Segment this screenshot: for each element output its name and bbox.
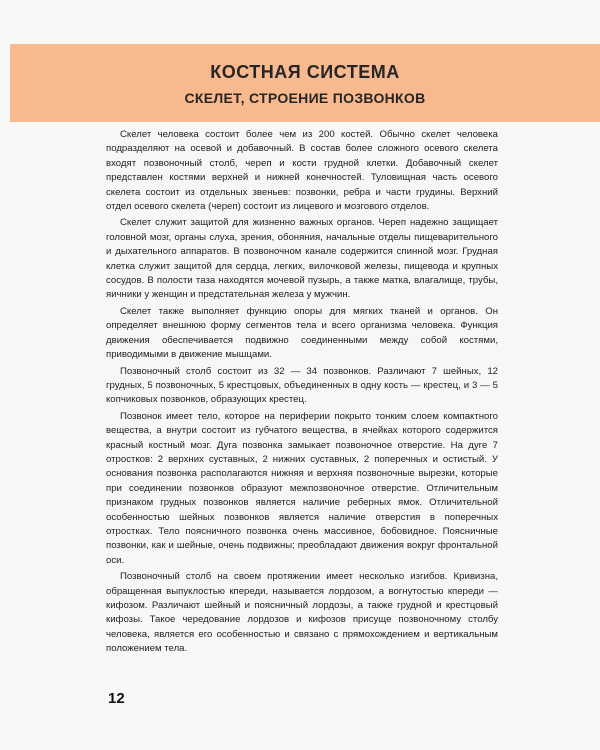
chapter-header (10, 44, 600, 122)
paragraph: Скелет человека состоит более чем из 200 костей. Обычно скелет человека подразделяют на осевой и добавочный. В состав более сложного осевого скелета входят позвоночный столб, череп и кости грудной клетки. Добавочный скелет представлен костями верхней и нижней конечностей. Туловищная часть осевого скелета состоит из отдельных звеньев: позвонки, ребра и части грудины. Верхний отдел осевого скелета (череп) состоит из лицевого и мозгового отделов. (106, 129, 498, 213)
chapter-subtitle: СКЕЛЕТ, СТРОЕНИЕ ПОЗВОНКОВ (184, 90, 426, 106)
paragraph: Скелет служит защитой для жизненно важных органов. Череп надежно защищает головной мозг, органы слуха, зрения, обоняния, начальные отделы пищеварительного и дыхательного аппаратов. В позвоночном канале содержится спинной мозг. Грудная клетка служит защитой для сердца, легких, вилочковой железы, пищевода и крупных сосудов. В полости таза находятся мочевой пузырь, а также матка, влагалище, трубы, яичники у женщин и предстательная железа у мужчин. (106, 217, 498, 301)
paragraph: Скелет также выполняет функцию опоры для мягких тканей и органов. Он определяет внешнюю форму сегментов тела и всего организма человека. Функция движения обеспечивается подвижно соединенными между собой костями, приводимыми в движение мышцами. (106, 305, 498, 361)
paragraph: Позвоночный столб состоит из 32 — 34 позвонков. Различают 7 шейных, 12 грудных, 5 позвоночных, 5 крестцовых, объединенных в одну кость — крестец, и 3 — 5 копчиковых позвонков, образующих крестец. (106, 365, 498, 406)
paragraph: Позвонок имеет тело, которое на периферии покрыто тонким слоем компактного вещества, а внутри состоит из губчатого вещества, в ячейках которого содержится красный костный мозг. Дуга позвонка замыкает позвоночное отверстие. На дуге 7 отростков: 2 верхних суставных, 2 нижних суставных, 2 поперечных и остистый. У основания позвонка располагаются нижняя и верхняя позвоночные вырезки, которые при соединении позвонков образуют межпозвоночное отверстие. Отличительным признаком грудных позвонков является наличие реберных ямок. Отличительной особенностью шейных позвонков является наличие отверстия в поперечных отростках. Тело поясничного позвонка очень массивное, бобовидное. Поясничные позвонки, как и шейные, очень подвижны; преобладают движения вокруг фронтальной оси. (106, 410, 498, 566)
page-number: 12 (108, 690, 125, 707)
chapter-title: КОСТНАЯ СИСТЕМА (210, 62, 400, 82)
body-text (106, 128, 498, 659)
paragraph: Позвоночный столб на своем протяжении имеет несколько изгибов. Кривизна, обращенная выпуклостью кпереди, называется лордозом, а вогнутостью кпереди — кифозом. Различают шейный и поясничный лордозы, а также грудной и крестцовый кифозы. Такое чередование лордозов и кифозов присуще позвоночному столбу человека, является его особенностью и связано с прямохождением и вертикальным положением тела. (106, 571, 498, 655)
